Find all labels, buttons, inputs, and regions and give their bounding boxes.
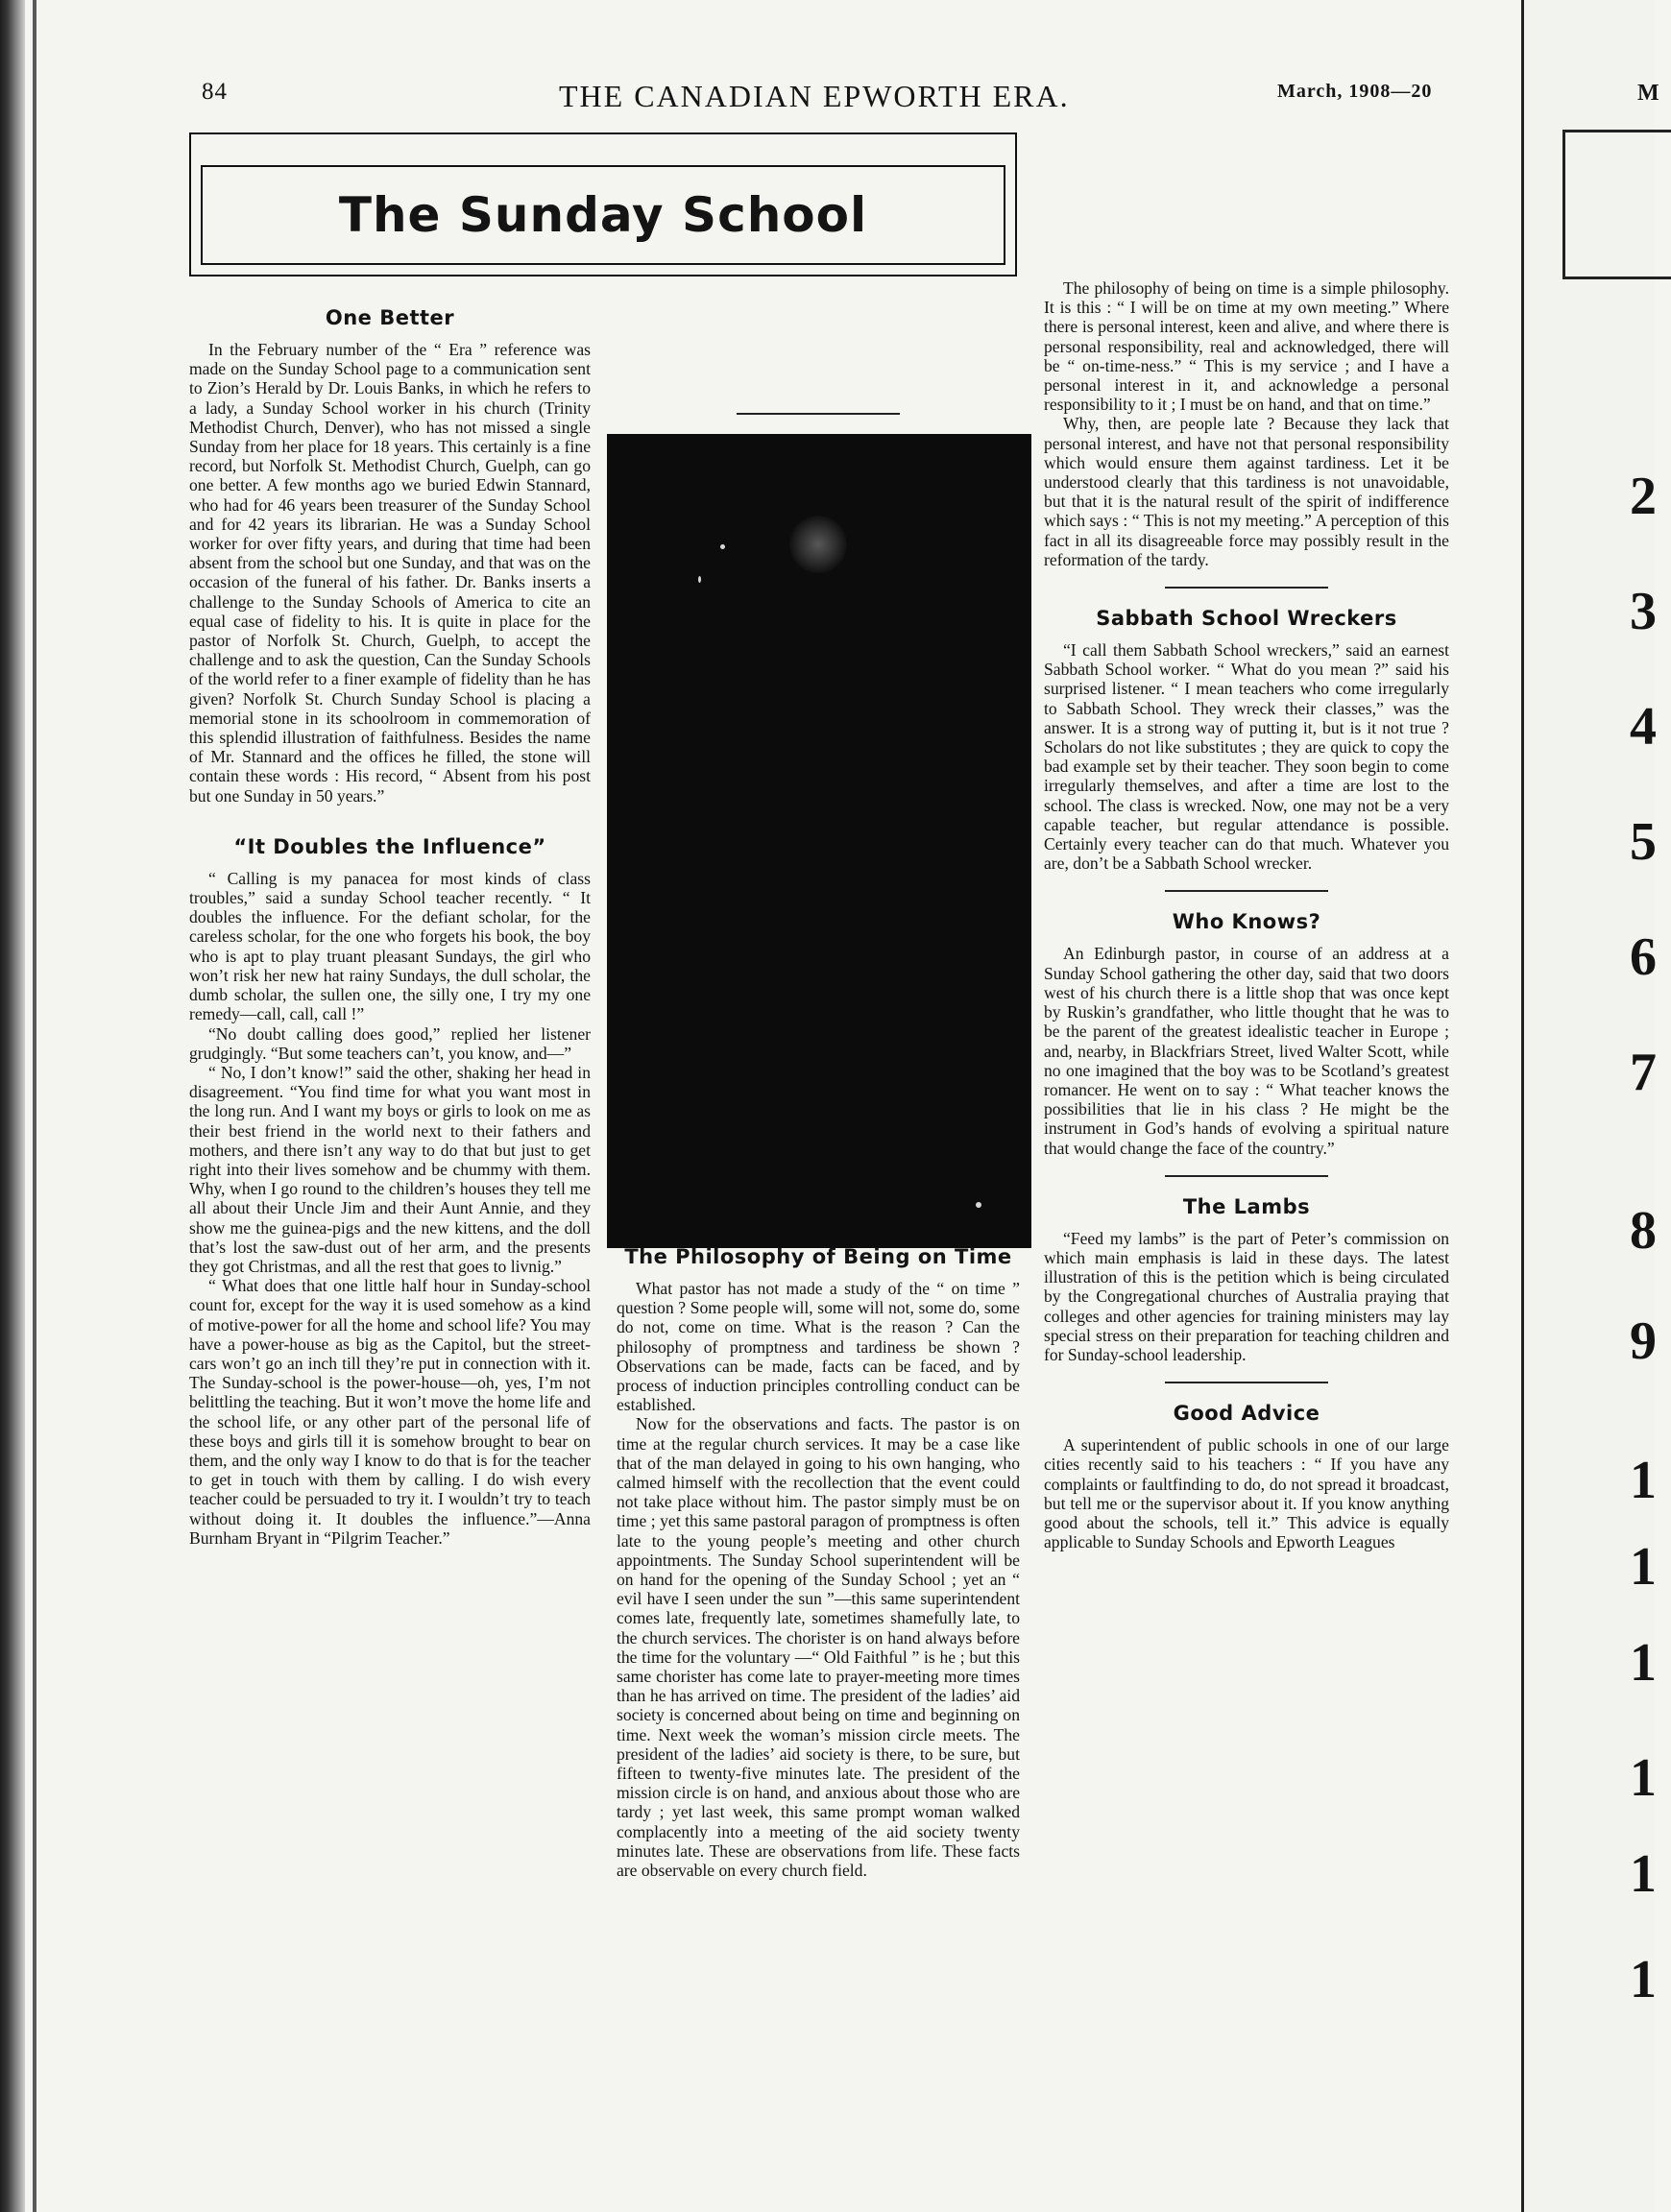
column-1 bbox=[189, 305, 591, 1660]
article-paragraph: A superintendent of public schools in one of our large cities recently said to his teachers : “ If you have any complaints or faultfinding to do, do not spread it broadcast, but tell me or the supervisor about it. If you know anything good about the schools, tell it.” This advice is equally applicable to Sunday Schools and Epworth Leagues bbox=[1044, 1435, 1449, 1552]
facing-page-numeral: 2 bbox=[1630, 467, 1657, 526]
page-number: 84 bbox=[202, 79, 228, 105]
facing-page-numeral: 7 bbox=[1630, 1043, 1657, 1102]
facing-page-numeral: 1 bbox=[1630, 1451, 1657, 1510]
column-2-top bbox=[617, 309, 1020, 432]
article-paragraph: In the February number of the “ Era ” reference was made on the Sunday School page to a communication sent to Zion’s Herald by Dr. Louis Banks, in which he refers to a lady, a Sunday School worker in his church (Trinity Methodist Church, Denver), who has not missed a single Sunday from her place for 18 years. This certainly is a fine record, but Norfolk St. Methodist Church, Guelph, can go one better. A few months ago we buried Edwin Stannard, who had for 46 years been treasurer of the Sunday School and for 42 years its librarian. He was a Sunday School worker for over fifty years, and during that time had been absent from the school but one Sunday, and that was on the occasion of the funeral of his father. Dr. Banks inserts a challenge to the Sunday Schools of America to cite an equal case of fidelity to his. It is quite in place for the pastor of Norfolk St. Church, Guelph, to accept the challenge and to ask the question, Can the Sunday Schools of the world refer to a finer example of fidelity than he has given? Norfolk St. Church Sunday School is placing a memorial stone in its schoolroom in commemoration of this splendid illustration of faithfulness. Besides the name of Mr. Stannard and the offices he filled, the stone will contain these words : His record, “ Absent from his post but one Sunday in 50 years.” bbox=[189, 340, 591, 805]
article-paragraph: “Feed my lambs” is the part of Peter’s commission on which main emphasis is laid in these days. The latest illustration of this is the petition which is being circulated by the Congregational churches of Australia praying that colleges and other agencies for training ministers may lay special stress on their preparation for teaching children and for Sunday-school leadership. bbox=[1044, 1228, 1449, 1364]
section-divider bbox=[1165, 890, 1328, 892]
facing-page-numeral: 3 bbox=[1630, 582, 1657, 641]
facing-page-numeral: 5 bbox=[1630, 812, 1657, 872]
article-paragraph: Now for the observations and facts. The pastor is on time at the regular church services. It may be a case like that of the man delayed in going to his own hanging, who calmed himself with the recollection that the event could not take place without him. The pastor simply must be on time ; yet this same pastoral paragon of promptness is often late to the young people’s meeting and other church appointments. The Sunday School superintendent will be on hand for the opening of the Sunday School ; yet an “ evil have I seen under the sun ”—this same superintendent comes late, frequently late, sometimes shamefully late, to the church services. The chorister is on hand always before the time for the voluntary —“ Old Faithful ” is he ; but this same chorister has come late to prayer-meeting more times than he has arrived on time. The president of the ladies’ aid society is concerned about being on time and beginning on time. Next week the woman’s mission circle meets. The president of the ladies’ aid society is there, to be sure, but fifteen to twenty-five minutes late. The president of the mission circle is on hand, and anxious about those who are tardy ; yet last week, this same prompt woman walked complacently into a meeting of the aid society twenty minutes late. These are observations from life. These facts are observable on every church field. bbox=[617, 1414, 1020, 1881]
article-paragraph: “ What does that one little half hour in Sunday-school count for, except for the way it is used somehow as a kind of motive-power for all the home and school life? You may have a power-house as big as the Capitol, but the street-cars won’t go an inch till they’re put in connection with it. The Sunday-school is the power-house—oh, yes, I’m not belittling the teaching. But it won’t move the home life and the school life, or any other part of the personal life of these boys and girls till it is somehow brought to bear on them, and the only way I know to do that is for the teacher to get in touch with them by calling. I do wish every teacher could be persuaded to try it. I wouldn’t try to teach without doing it. It doubles the influence.”—Anna Burnham Bryant in “Pilgrim Teacher.” bbox=[189, 1276, 591, 1548]
facing-page-numeral: 9 bbox=[1630, 1311, 1657, 1371]
article-paragraph: What pastor has not made a study of the “ on time ” question ? Some people will, some will not, some do, some do not, come on time. What is the reason ? Can the philosophy of promptness and tardiness be shown ? Observations can be made, facts can be faced, and by process of induction principles controlling conduct can be established. bbox=[617, 1279, 1020, 1415]
article-heading-good-advice: Good Advice bbox=[1173, 1402, 1320, 1426]
article-heading-who-knows: Who Knows? bbox=[1172, 910, 1321, 934]
facing-page-frame bbox=[1562, 130, 1671, 279]
photo-speck bbox=[976, 1202, 981, 1208]
column-3 bbox=[1044, 134, 1449, 1551]
article-heading-philosophy: The Philosophy of Being on Time bbox=[624, 1245, 1012, 1268]
article-paragraph: “ No, I don’t know!” said the other, shaking her head in disagreement. “You find time for what you want most in the long run. And I want my boys or girls to look on me as their best friend in the world next to their fathers and mothers, and there isn’t any way to do that but just to get right into their lives somehow and be chummy with them. Why, when I go round to the children’s houses they tell me all about their Uncle Jim and their Aunt Annie, and they show me the guinea-pigs and the new kittens, and the doll that’s lost the saw-dust out of her arm, and the presents they got Christmas, and all the rest that goes to livnig.” bbox=[189, 1062, 591, 1276]
facing-page-numeral: 8 bbox=[1630, 1201, 1657, 1261]
facing-page-letter: M bbox=[1637, 81, 1659, 106]
article-paragraph: Why, then, are people late ? Because they lack that personal interest, and have not that personal responsibility which would ensure them against tardiness. Let it be understood clearly that this tardiness is not unavoidable, but that it is the natural result of the spirit of indifference which says : “ This is not my meeting.” A perception of this fact in all its disagreeable force may possibly result in the reformation of the tardy. bbox=[1044, 414, 1449, 569]
facing-page-numeral: 1 bbox=[1630, 1537, 1657, 1597]
section-divider bbox=[737, 413, 900, 415]
facing-page-numeral: 1 bbox=[1630, 1748, 1657, 1808]
article-paragraph: “I call them Sabbath School wreckers,” said an earnest Sabbath School worker. “ What do you mean ?” said his surprised listener. “ I mean teachers who come irregularly to Sabbath School. They wreck their classes,” was the answer. It is a strong way of putting it, but is it not true ? Scholars do not like substitutes ; they are quick to copy the bad example set by their teacher. They soon begin to come irregularly themselves, and after a time are lost to the school. The class is wrecked. Now, one may not be a very capable teacher, but regular attendance is possible. Certainly every teacher can do that much. Whatever you are, don’t be a Sabbath School wrecker. bbox=[1044, 640, 1449, 874]
facing-page-numeral: 4 bbox=[1630, 697, 1657, 757]
masthead-inner-frame bbox=[201, 165, 1005, 265]
issue-date: March, 1908—20 bbox=[1277, 81, 1433, 102]
running-title: THE CANADIAN EPWORTH ERA. bbox=[559, 79, 1070, 113]
article-paragraph: “No doubt calling does good,” replied her listener grudgingly. “But some teachers can’t, you know, and—” bbox=[189, 1023, 591, 1063]
column-2-bottom bbox=[617, 1244, 1020, 1990]
facing-page-numeral: 1 bbox=[1630, 1633, 1657, 1693]
section-masthead bbox=[189, 132, 1017, 276]
photo-highlight bbox=[789, 516, 847, 573]
article-heading-doubles-influence: “It Doubles the Influence” bbox=[233, 834, 546, 858]
photograph bbox=[607, 434, 1031, 1248]
article-paragraph: An Edinburgh pastor, in course of an address at a Sunday School gathering the other day, said that two doors west of his church there is a little shop that was once kept by Ruskin’s grandfather, who little thought that he was to be the parent of the greatest idealistic teacher in Europe ; and, nearby, in Blackfriars Street, lived Walter Scott, while no one imagined that the boy was to be Scotland’s greatest romancer. He went on to say : “ What teacher knows the possibilities that lie in his class ? He might be the instrument in God’s hands of evolving a spiritual nature that would change the face of the country.” bbox=[1044, 944, 1449, 1158]
article-heading-one-better: One Better bbox=[325, 306, 455, 329]
facing-page-numeral: 1 bbox=[1630, 1950, 1657, 2009]
facing-page-edge bbox=[1521, 0, 1659, 2212]
section-title: The Sunday School bbox=[338, 187, 868, 243]
book-spine bbox=[0, 0, 25, 2212]
section-divider bbox=[1165, 1382, 1328, 1383]
article-heading-wreckers: Sabbath School Wreckers bbox=[1096, 607, 1397, 631]
article-paragraph: “ Calling is my panacea for most kinds of class troubles,” said a sunday School teacher recently. “ It doubles the influence. For the defiant scholar, for the careless scholar, for the one who forgets his book, the boy who is apt to play truant pleasant Sundays, the girl who won’t risk her new hat rainy Sundays, the dull scholar, the dumb scholar, the sullen one, the silly one, I try my one remedy—call, call, call !” bbox=[189, 868, 591, 1024]
photo-speck bbox=[720, 544, 725, 549]
facing-page-numeral: 6 bbox=[1630, 927, 1657, 987]
section-divider bbox=[1165, 1175, 1328, 1177]
facing-page-numeral: 1 bbox=[1630, 1844, 1657, 1904]
article-paragraph: The philosophy of being on time is a simple philosophy. It is this : “ I will be on time at my own meeting.” Where there is personal interest, keen and alive, and where there is personal responsibility, real and acknowledged, there will be “ on-time-ness.” “ This is my service ; and I have a personal interest in it, and acknowledge a personal responsibility to it ; I must be on hand, and that on time.” bbox=[1044, 278, 1449, 415]
article-heading-lambs: The Lambs bbox=[1182, 1194, 1311, 1218]
photo-speck bbox=[698, 576, 701, 583]
section-divider bbox=[1165, 587, 1328, 589]
gutter-line bbox=[33, 0, 36, 2212]
